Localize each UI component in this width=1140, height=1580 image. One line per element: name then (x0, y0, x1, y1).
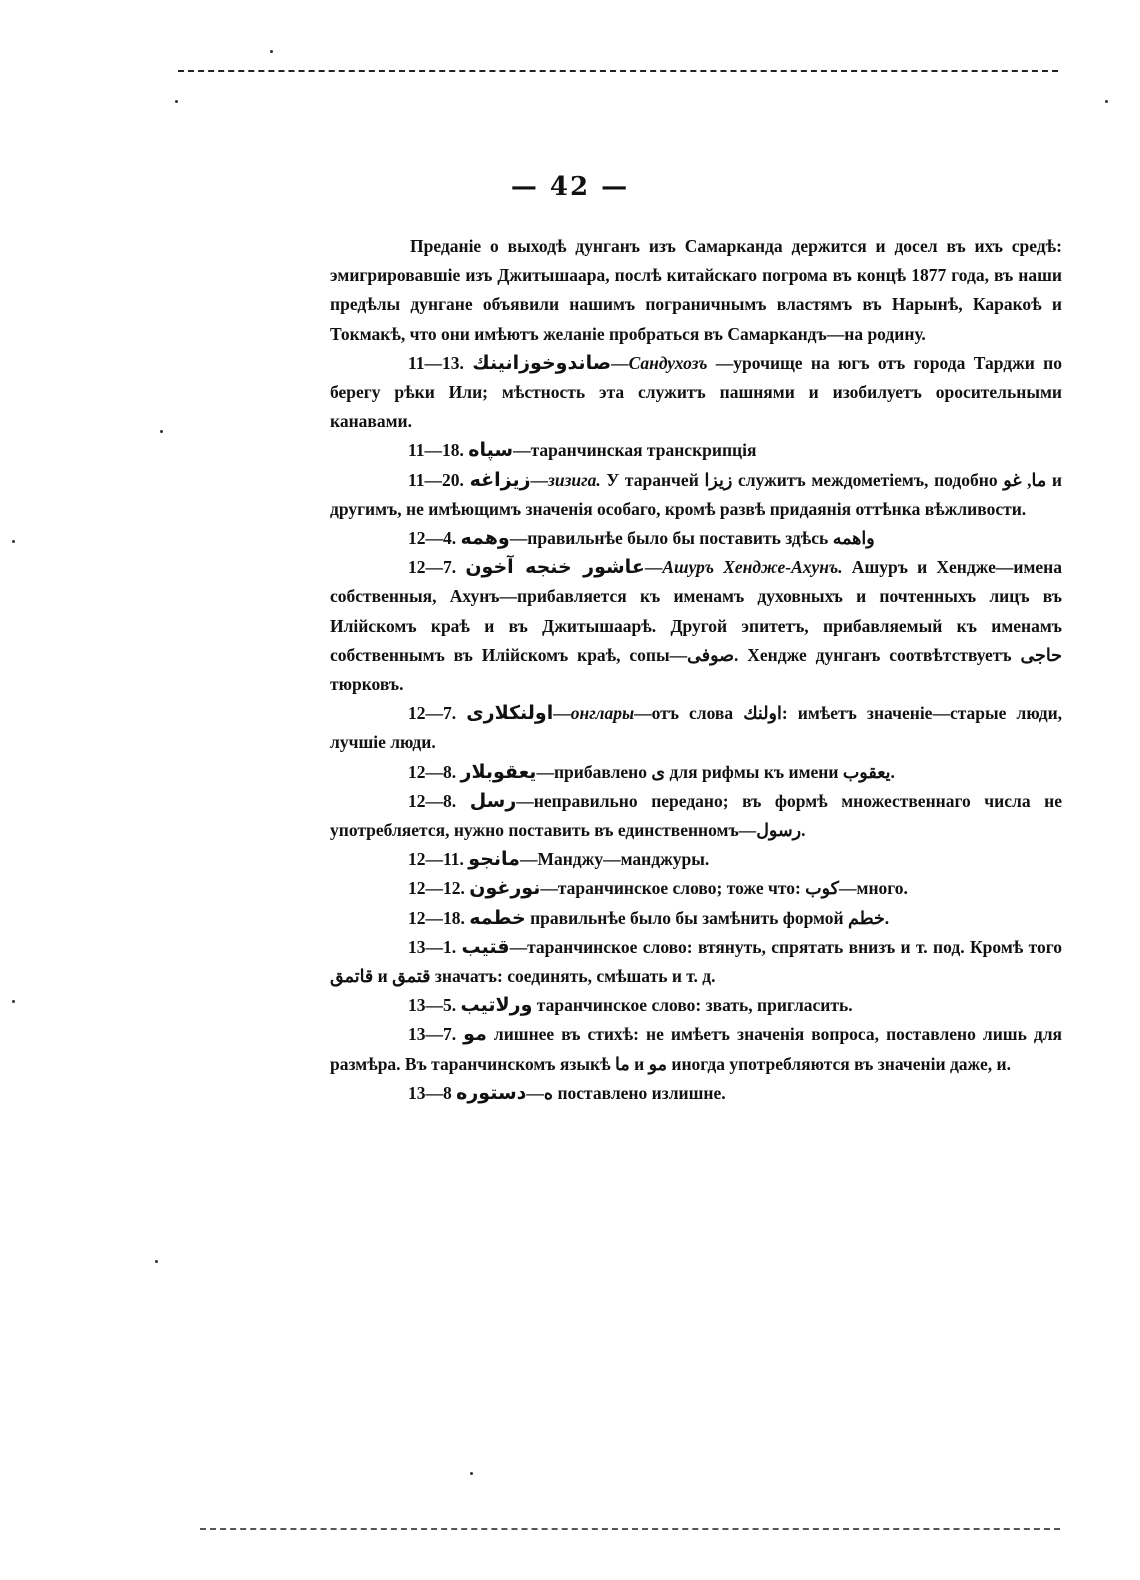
note-ref: 12—8. (408, 761, 457, 782)
note-text: —таранчинская транскрипція (513, 440, 757, 461)
note-ref: 12—11. (408, 849, 464, 870)
note-text: У таранчей زيزا служитъ междометіемъ, подобно ما, غو и другимъ, не имѣющимъ значенія особаго, кромѣ развѣ придаянія оттѣнка вѣжливости. (330, 469, 1062, 519)
arabic-term: خطمه (469, 906, 526, 929)
intro-paragraph: Преданіе о выходѣ дунганъ изъ Самарканда держится и досел въ ихъ средѣ: эмигрировавшіе изъ Джитышаара, послѣ китайскаго погрома въ концѣ 1877 года, въ наши предѣлы дунгане объявили нашимъ пограничнымъ властямъ въ Нарынѣ, Каракоѣ и Токмакѣ, что они имѣютъ желаніе пробраться въ Самаркандъ—на родину. (330, 236, 1062, 344)
note-dash: — (553, 703, 571, 724)
note-text: —урочище на югъ отъ города Тарджи по берегу рѣки Или; мѣстность эта служитъ пашнями и изобилуетъ оросительными канавами. (330, 352, 1062, 432)
arabic-term: اولنكلارى (466, 702, 554, 725)
note-text: таранчинское слово: звать, пригласить. (532, 995, 853, 1016)
note-dash: — (644, 557, 663, 578)
note-text: лишнее въ стихѣ: не имѣетъ значенія вопроса, поставлено лишь для размѣра. Въ таранчинскомъ языкѣ ما и مو иногда употребляются въ значеніи даже, и. (330, 1024, 1063, 1074)
note-entry (330, 1079, 1062, 1108)
top-rule (178, 70, 1058, 72)
note-entry (330, 1020, 1062, 1078)
arabic-term: مانجو (468, 848, 520, 871)
arabic-term: رسل (469, 789, 517, 812)
arabic-term: زيزاغه (469, 468, 531, 491)
bottom-rule (200, 1528, 1060, 1530)
note-entry (330, 845, 1062, 874)
transliteration: зизига. (548, 469, 601, 490)
note-text: —таранчинское слово; тоже что: كوب—много. (540, 878, 908, 899)
arabic-term: دستورە (456, 1081, 527, 1104)
note-text: —отъ слова اولنك: имѣетъ значеніе—старые люди, лучшіе люди. (330, 703, 1063, 753)
arabic-term: مو (463, 1023, 487, 1046)
speck (12, 1000, 15, 1003)
note-ref: 12—8. (408, 790, 457, 811)
note-entry (330, 466, 1062, 524)
arabic-term: عاشور خنجه آخون (465, 556, 645, 579)
note-entry (330, 524, 1062, 553)
note-text: —таранчинское слово: втянуть, спрятать внизъ и т. под. Кромѣ того قاتمق и قتمق значатъ: соединять, смѣшать и т. д. (330, 936, 1063, 987)
note-dash: — (530, 469, 549, 490)
note-ref: 13—1. (408, 936, 457, 957)
note-entry (330, 758, 1062, 787)
note-entry (330, 874, 1062, 903)
note-entry (330, 553, 1062, 699)
note-text: —Манджу—манджуры. (519, 849, 710, 870)
transliteration: Сандухозъ (628, 352, 708, 373)
speck (12, 540, 15, 543)
note-ref: 11—20. (408, 469, 464, 490)
arabic-term: يعقوبلار (460, 760, 537, 783)
note-text: —прибавлено ى для рифмы къ имени يعقوب. (536, 761, 895, 782)
note-ref: 12—18. (408, 907, 465, 928)
note-entry (330, 787, 1062, 845)
note-entry (330, 436, 1062, 465)
speck (270, 50, 273, 53)
note-ref: 11—18. (408, 440, 464, 461)
note-text: правильнѣе было бы замѣнить формой خطم. (525, 907, 890, 928)
note-entry (330, 349, 1062, 437)
note-ref: 11—13. (408, 352, 464, 373)
note-dash: — (611, 352, 629, 373)
speck (470, 1472, 473, 1475)
speck (175, 100, 178, 103)
note-entry (330, 933, 1062, 991)
arabic-term: وهمه (460, 527, 510, 550)
note-entry (330, 991, 1062, 1020)
transliteration: онглары (570, 703, 635, 724)
arabic-term: ورلاتيب (460, 994, 533, 1017)
speck (160, 430, 163, 433)
note-ref: 12—4. (408, 528, 457, 549)
arabic-term: قتيب (461, 935, 510, 958)
note-entry (330, 699, 1062, 757)
speck (1105, 100, 1108, 103)
note-ref: 12—7. (408, 703, 457, 724)
notes-body (330, 232, 1062, 1108)
note-ref: 13—7. (408, 1024, 457, 1045)
transliteration: Ашуръ Хендже-Ахунъ. (662, 557, 843, 578)
note-entry (330, 904, 1062, 933)
note-text: —правильнѣе было бы поставить здѣсь واهمه (509, 528, 875, 549)
speck (155, 1260, 158, 1263)
note-text: Ашуръ и Хендже—имена собственныя, Ахунъ—прибавляется къ именамъ духовныхъ и почтенныхъ лицъ въ Илійскомъ краѣ и въ Джитышаарѣ. Другой эпитетъ, прибавляемый къ именамъ собственнымъ въ Илійскомъ краѣ, сопы—صوفى. Хендже дунганъ соотвѣтствуетъ حاجى тюрковъ. (330, 557, 1063, 695)
note-ref: 12—7. (408, 557, 457, 578)
note-ref: 12—12. (408, 878, 465, 899)
note-ref: 13—5. (408, 995, 457, 1016)
note-text: —неправильно передано; въ формѣ множественнаго числа не употребляется, нужно поставить въ единственномъ—رسول. (330, 790, 1062, 841)
arabic-term: صاندوخوزانينك (472, 351, 612, 374)
arabic-term: سپاه (468, 439, 514, 462)
page-number: — 42 — (510, 172, 630, 202)
note-text: —ە поставлено излишне. (526, 1082, 726, 1103)
arabic-term: نورغون (469, 877, 541, 900)
note-ref: 13—8 (408, 1082, 452, 1103)
